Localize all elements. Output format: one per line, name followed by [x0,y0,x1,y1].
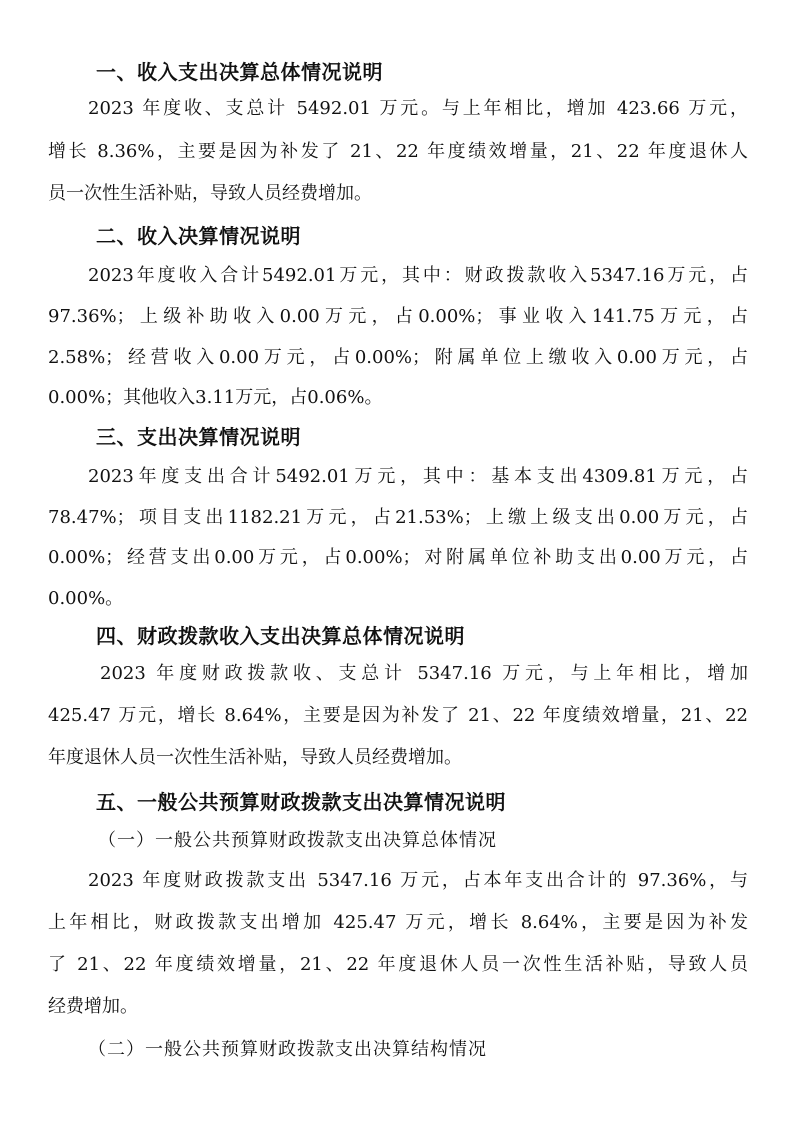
section-5-line-2: 上年相比，财政拨款支出增加 425.47 万元，增长 8.64%，主要是因为补发 [48,912,748,933]
section-3-line-4: 0.00%。 [48,588,124,609]
section-5-sub-2: （二）一般公共预算财政拨款支出决算结构情况 [88,1039,487,1060]
section-4-line-1: 2023 年度财政拨款收、支总计 5347.16 万元，与上年相比，增加 [100,663,748,684]
section-5-line-1: 2023 年度财政拨款支出 5347.16 万元，占本年支出合计的 97.36%，与 [88,870,748,891]
document-page [48,0,748,1123]
section-2-heading: 二、收入决算情况说明 [96,224,301,248]
section-2-line-2: 97.36%；上级补助收入0.00万元，占0.00%；事业收入141.75万元，占 [48,306,748,327]
section-1-heading: 一、收入支出决算总体情况说明 [96,60,383,84]
section-5-line-3: 了 21、22 年度绩效增量，21、22 年度退休人员一次性生活补贴，导致人员 [48,954,748,975]
section-3-line-2: 78.47%；项目支出1182.21万元，占21.53%；上缴上级支出0.00万元，占 [48,507,748,528]
section-1-line-1: 2023 年度收、支总计 5492.01 万元。与上年相比，增加 423.66 万元， [88,98,748,119]
section-5-heading: 五、一般公共预算财政拨款支出决算情况说明 [96,790,506,814]
section-3-line-1: 2023年度支出合计5492.01万元，其中：基本支出4309.81万元，占 [88,466,748,487]
section-4-line-2: 425.47 万元，增长 8.64%，主要是因为补发了 21、22 年度绩效增量，21、22 [48,705,748,726]
section-1-line-2: 增长 8.36%，主要是因为补发了 21、22 年度绩效增量，21、22 年度退休人 [48,141,748,162]
section-1-line-3: 员一次性生活补贴，导致人员经费增加。 [48,183,372,204]
section-4-line-3: 年度退休人员一次性生活补贴，导致人员经费增加。 [48,747,462,768]
section-3-heading: 三、支出决算情况说明 [96,425,301,449]
section-2-line-4: 0.00%；其他收入3.11万元，占0.06%。 [48,387,383,408]
section-2-line-1: 2023年度收入合计5492.01万元，其中：财政拨款收入5347.16万元，占 [88,265,748,286]
section-3-line-3: 0.00%；经营支出0.00万元，占0.00%；对附属单位补助支出0.00万元，占 [48,547,748,568]
section-4-heading: 四、财政拨款收入支出决算总体情况说明 [96,624,465,648]
section-2-line-3: 2.58%；经营收入0.00万元，占0.00%；附属单位上缴收入0.00万元，占 [48,347,748,368]
section-5-line-4: 经费增加。 [48,996,138,1017]
section-5-sub-1: （一）一般公共预算财政拨款支出决算总体情况 [98,830,497,851]
